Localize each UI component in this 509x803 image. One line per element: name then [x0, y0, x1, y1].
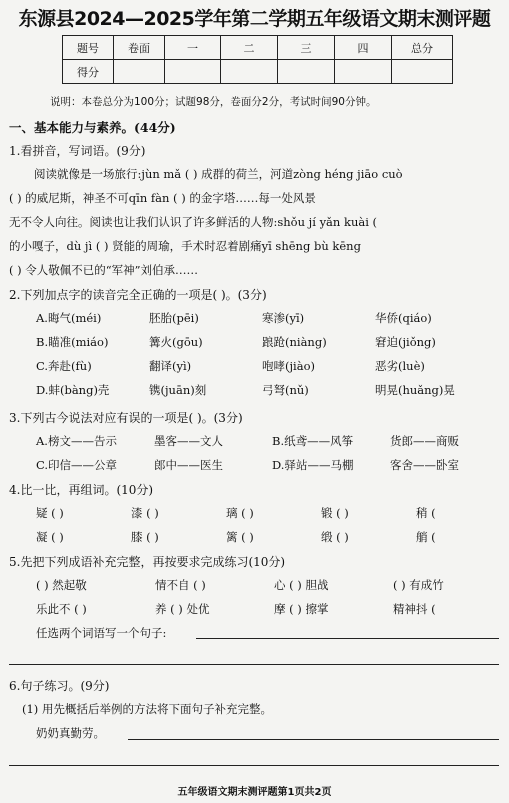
score-table: [62, 35, 453, 84]
q3-option: A.榜文——告示: [36, 434, 117, 448]
answer-line[interactable]: [9, 765, 499, 766]
q5-idiom: 精神抖 (: [393, 602, 436, 616]
answer-line[interactable]: [9, 664, 499, 665]
q2-option-word: A.晦气(méi): [36, 311, 102, 325]
q4-row: [36, 505, 476, 521]
q4-item: 稍 (: [416, 506, 436, 520]
q5-title: 5.先把下列成语补充完整，再按要求完成练习(10分): [9, 555, 286, 569]
score-header-cell: 三: [278, 36, 335, 60]
q2-option-word: B.瞄准(miáo): [36, 335, 109, 349]
q2-option-word: 镌(juān)刻: [149, 383, 207, 397]
q6-title: 6.句子练习。(9分): [9, 679, 110, 693]
q1-line: 无不令人向往。阅读也让我们认识了许多鲜活的人物:shǒu jí yǎn kuài (: [9, 215, 378, 229]
q4-item: 漆 ( ): [131, 506, 159, 520]
score-table-header-row: [63, 36, 453, 60]
q4-item: 艄 (: [416, 530, 436, 544]
q2-option-row: [36, 310, 506, 326]
section-1-title: 一、基本能力与素养。(44分): [9, 120, 176, 135]
q2-option-word: 踉跄(niàng): [262, 335, 327, 349]
q4-item: 锻 ( ): [321, 506, 349, 520]
q1-line: 阅读就像是一场旅行:jùn mǎ ( ) 成群的荷兰，河道zòng héng jiāo cuò: [34, 167, 403, 181]
score-header-cell: 总分: [392, 36, 453, 60]
q2-option-word: 明晃(huǎng)晃: [375, 383, 455, 397]
q2-title: 2.下列加点字的读音完全正确的一项是( )。(3分): [9, 288, 267, 302]
score-row-label: 得分: [63, 60, 114, 84]
score-header-cell: 四: [335, 36, 392, 60]
q2-option-row: [36, 334, 506, 350]
q2-option-word: 胚胎(pēi): [149, 311, 199, 325]
q6-subquestion: (1) 用先概括后举例的方法将下面句子补充完整。: [22, 702, 272, 716]
score-input-cell[interactable]: [221, 60, 278, 84]
q1-title: 1.看拼音，写词语。(9分): [9, 144, 146, 158]
q2-option-word: C.奔赴(fù): [36, 359, 92, 373]
score-header-cell: 一: [165, 36, 221, 60]
q3-option: D.驿站——马棚: [272, 458, 354, 472]
answer-line[interactable]: [128, 739, 499, 740]
q2-option-word: 篝火(gōu): [149, 335, 203, 349]
q5-idiom: ( ) 有成竹: [393, 578, 444, 592]
q5-idiom: 心 ( ) 胆战: [274, 578, 329, 592]
q5-idiom: 养 ( ) 处优: [155, 602, 210, 616]
q3-option: C.印信——公章: [36, 458, 118, 472]
q2-option-word: 恶劣(luè): [375, 359, 425, 373]
q4-item: 篱 ( ): [226, 530, 254, 544]
q2-option-row: [36, 358, 506, 374]
q2-option-word: 咆哮(jiào): [262, 359, 315, 373]
q4-item: 璃 ( ): [226, 506, 254, 520]
q3-option-row: [36, 457, 500, 473]
q4-item: 凝 ( ): [36, 530, 64, 544]
q2-option-row: [36, 382, 506, 398]
page-title: 东源县2024—2025学年第二学期五年级语文期末测评题: [18, 8, 491, 30]
q1-line: 的小嘎子，dù jì ( ) 贤能的周瑜，手术时忍着剧痛yī shēng bù kēng: [9, 239, 361, 253]
q4-title: 4.比一比，再组词。(10分): [9, 483, 154, 497]
score-input-cell[interactable]: [335, 60, 392, 84]
q5-idiom: 乐此不 ( ): [36, 602, 87, 616]
q5-idiom: 情不自 ( ): [155, 578, 206, 592]
q4-row: [36, 529, 476, 545]
score-table-score-row: [63, 60, 453, 84]
q2-option-word: 翻译(yì): [149, 359, 192, 373]
instructions: 说明：本卷总分为100分；试题98分，卷面分2分，考试时间90分钟。: [50, 96, 377, 108]
q3-option: 货郎——商贩: [390, 434, 459, 448]
q3-option: 客舍——卧室: [390, 458, 459, 472]
q1-line: ( ) 的威尼斯，神圣不可qīn fàn ( ) 的金字塔……每一处风景: [9, 191, 316, 205]
q3-title: 3.下列古今说法对应有误的一项是( )。(3分): [9, 411, 243, 425]
q6-sentence: 奶奶真勤劳。: [36, 726, 105, 740]
score-header-cell: 二: [221, 36, 278, 60]
answer-line[interactable]: [196, 638, 499, 639]
q2-option-word: D.蚌(bàng)壳: [36, 383, 110, 397]
score-input-cell[interactable]: [392, 60, 453, 84]
q4-item: 缎 ( ): [321, 530, 349, 544]
q4-item: 膝 ( ): [131, 530, 159, 544]
q2-option-word: 弓弩(nǔ): [262, 383, 309, 397]
q5-row: [36, 577, 505, 593]
page-footer: 五年级语文期末测评题第1页共2页: [177, 787, 332, 798]
q5-idiom: ( ) 然起敬: [36, 578, 87, 592]
score-header-cell: 卷面: [114, 36, 165, 60]
q2-option-word: 华侨(qiáo): [375, 311, 432, 325]
score-input-cell[interactable]: [114, 60, 165, 84]
q3-option: 郎中——医生: [154, 458, 223, 472]
q1-line: ( ) 令人敬佩不已的“军神”刘伯承……: [9, 263, 199, 277]
q5-row: [36, 601, 505, 617]
q4-item: 疑 ( ): [36, 506, 64, 520]
q2-option-word: 寒渗(yī): [262, 311, 305, 325]
q3-option-row: [36, 433, 500, 449]
score-input-cell[interactable]: [278, 60, 335, 84]
q5-idiom: 摩 ( ) 擦掌: [274, 602, 329, 616]
q2-option-word: 窘迫(jiǒng): [375, 335, 436, 349]
q3-option: 墨客——文人: [154, 434, 223, 448]
score-input-cell[interactable]: [165, 60, 221, 84]
q5-sentence-prompt: 任选两个词语写一个句子:: [36, 626, 167, 640]
score-header-cell: 题号: [63, 36, 114, 60]
q3-option: B.纸鸢——风筝: [272, 434, 354, 448]
